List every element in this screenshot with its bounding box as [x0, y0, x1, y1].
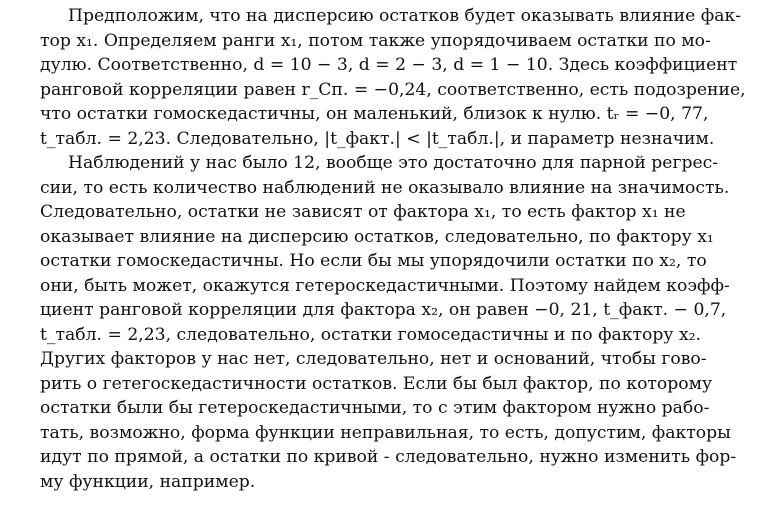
- paragraph-2-line-3: Следовательно, остатки не зависят от фактора x₁, то есть фактор x₁ не: [40, 202, 686, 222]
- paragraph-2-line-14: му функции, например.: [40, 472, 256, 492]
- paragraph-2-line-6: они, быть может, окажутся гетероскедастичными. Поэтому найдем коэфф-: [40, 276, 730, 296]
- paragraph-1-line-1: Предположим, что на дисперсию остатков будет оказывать влияние фак-: [68, 6, 742, 26]
- paragraph-2-line-10: рить о гетегоскедастичности остатков. Если бы был фактор, по которому: [40, 374, 713, 394]
- paragraph-2-line-2: сии, то есть количество наблюдений не оказывало влияние на значимость.: [40, 178, 730, 198]
- paragraph-2-line-1: Наблюдений у нас было 12, вообще это достаточно для парной регрес-: [68, 153, 719, 173]
- paragraph-1-line-6: t_табл. = 2,23. Следовательно, |t_факт.| < |t_табл.|, и параметр незначим.: [40, 129, 715, 149]
- paragraph-2-line-12: тать, возможно, форма функции неправильная, то есть, допустим, факторы: [40, 423, 731, 443]
- paragraph-2-line-7: циент ранговой корреляции для фактора x₂, он равен −0, 21, t_факт. − 0,7,: [40, 300, 727, 320]
- paragraph-1-line-3: дулю. Соответственно, d = 10 − 3, d = 2 − 3, d = 1 − 10. Здесь коэффициент: [40, 55, 738, 75]
- paragraph-2-line-13: идут по прямой, а остатки по кривой - следовательно, нужно изменить фор-: [40, 447, 737, 467]
- paragraph-1-line-2: тор x₁. Определяем ранги x₁, потом также упорядочиваем остатки по мо-: [40, 31, 711, 51]
- paragraph-2-line-5: остатки гомоскедастичны. Но если бы мы упорядочили остатки по x₂, то: [40, 251, 707, 271]
- paragraph-2-line-9: Других факторов у нас нет, следовательно, нет и оснований, чтобы гово-: [40, 349, 707, 369]
- paragraph-2-line-11: остатки были бы гетероскедастичными, то с этим фактором нужно рабо-: [40, 398, 710, 418]
- paragraph-2-line-4: оказывает влияние на дисперсию остатков, следовательно, по фактору x₁: [40, 227, 714, 247]
- paragraph-1-line-4: ранговой корреляции равен r_Cп. = −0,24, соответственно, есть подозрение,: [40, 80, 746, 100]
- paragraph-1-line-5: что остатки гомоскедастичны, он маленький, близок к нулю. tᵣ = −0, 77,: [40, 104, 709, 124]
- paragraph-2-line-8: t_табл. = 2,23, следовательно, остатки гомоседастичны и по фактору x₂.: [40, 325, 702, 345]
